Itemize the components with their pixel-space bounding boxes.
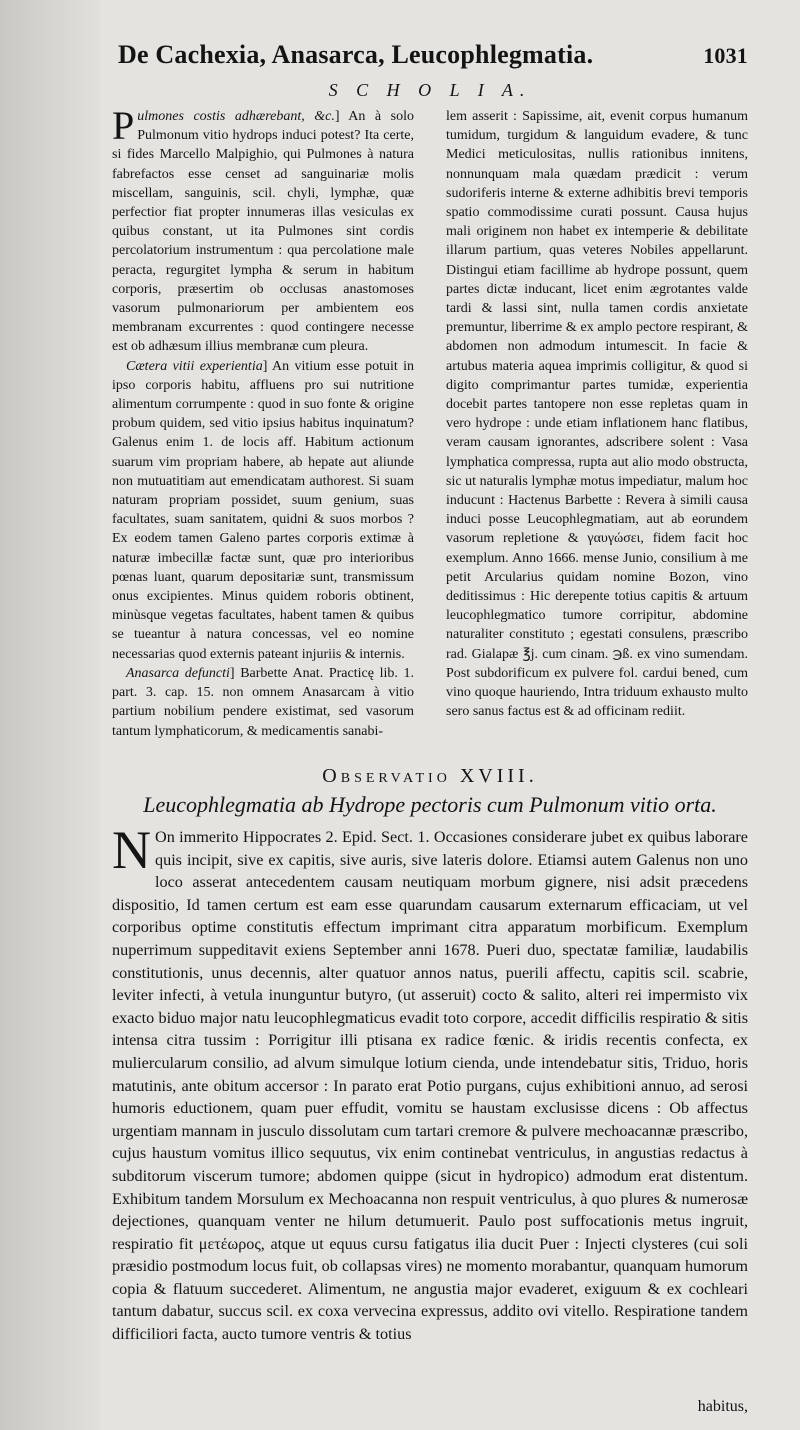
scholia-columns <box>112 107 748 749</box>
observation-subtitle: Leucophlegmatia ab Hydrope pectoris cum Pulmonum vitio orta. <box>143 792 717 817</box>
running-head <box>118 40 748 70</box>
observation-body <box>112 826 748 1346</box>
scholia-paragraph-1 <box>112 107 414 357</box>
scholia-right-text: lem asserit : Sapissime, ait, evenit corpus humanum tumidum, turgidum & languidum evadere, & tunc Medici meticulositas, nullis rationibus innitens, nonnunquam mala quædam prædicit : verum sudoriferis interne & externe adhibitis brevi temporis spatio commodissime curati possunt. Causa hujus mali originem non habet ex intemperie & debilitate illarum partium, quas veteres Nobiles appellarunt. Distingui etiam facillime ab hydrope possunt, quem partes dictæ inducant, licet enim ægrotantes valde tardi & lassi sint, nulla tamen cordis anxietate premuntur, liberrime & ex amplo pectore respirant, & abdomen non admodum intumescit. In facie & artubus materia aquea imprimis colligitur, & quod si digito comprimantur partes tumidæ, experientia docebit partes tantopere non esse repletas quam in vero hydrope : unde etiam inflationem hanc flatibus, veram causam ignorantes, adscribere solent : Vasa lymphatica compressa, rupta aut alio modo obstructa, sic ut naturalis lymphæ motus impediatur, malum hoc inducunt : Hactenus Barbette : Revera à simili causa induci posse Leucophlegmatiam, aut ab eorundem vasorum repletione & γαυγώσει, fidem facit hoc exemplum. Anno 1666. mense Junio, consilium à me petit Arcularius quidam nomine Bozon, vino deditissimus : Hic derepente totius capitis & artuum leucophlegmatico tumore corripitur, abdomine naturaliter constituto ; egestati consulens, præscribo rad. Gialapæ ℥j. cum cinam. ℈ß. ex vino sumendam. Post subdorificum ex pulvere fol. cardui bened, cum vino quoque hauriendo, Intra triduum exhausto multo sero sanus factus est & ad officinam rediit. <box>446 109 748 720</box>
observation-text: On immerito Hippocrates 2. Epid. Sect. 1. Occasiones considerare jubet ex quibus laborare quis incipit, sive ex capitis, sive auris, sive lateris dolore. Etiamsi autem Galenus non uno loco asserat antecedentem causam neutiquam morbum gignere, nisi adsit præcedens dispositio, Id tamen certum est eam esse quarundam causarum externarum efficaciam, ut vel corporibus optime constitutis effectum imprimant citra apparatum morbificum. Exemplum nuperrimum suppeditavit exiens September anni 1678. Pueri duo, spectatæ familiæ, laudabilis constitutionis, unus decennis, alter quatuor annos natus, puerili affectu, capitis scil. scabrie, leviter infecti, à vetula inunguntur butyro, (ut asseruit) cocto & salito, alteri rei impermisto vix exacto biduo major natu leucophlegmaticus evadit toto corpore, accedit difficilis respiratio & sitis intensa citra tussim : Porrigitur illi ptisana ex radice fœnic. & iridis recentis confecta, ex muliercularum consilio, ad alvum simulque lotium cienda, unde intendebatur sitis, Triduo, horis matutinis, ante obitum accersor : In parato erat Potio purgans, cujus exhibitioni annuo, ad serosi humoris eductionem, quam puer effudit, vomitu se haustam exclusisse dicens : Ob affectus urgentiam mannam in jusculo dissolutam cum tartari cremore & pulvere mechoacannæ præscribo, cujus haustum vomitus illico sequutus, vix enim continebat ventriculus, in angustias redactus à subditorum viscerum tumore; abdomen quippe (sicut in hydropico) admodum erat distentum. Exhibitum tandem Morsulum ex Mechoacanna non respuit ventriculus, à quo plures & numerosæ dejectiones, quanquam venter ne hilum detumuerit. Paulo post suffocationis metus ingruit, respiratio fit μετέωρος, atque ut equus cursu fatigatus ilia ducit Puer : Injecti clysteres (cui soli præsidio postmodum locus fuit, ob collapsas vires) ne momento morabantur, quanquam humorum copia & flatuum succederet. Alimentum, ne angustia major evaderet, exiguum & ex cochleari tantum dabatur, succus scil. ex coxa vervecina expressus, addito ovi vitello. Respiratione tandem difficiliori facta, aucto tumore ventris & totius <box>112 828 748 1344</box>
scholia-dropcap: P <box>112 107 135 148</box>
observation-heading: Observatio XVIII. <box>322 765 538 787</box>
catchword: habitus, <box>697 1398 748 1415</box>
lemma-anasarca: Anasarca defuncti <box>126 665 230 681</box>
lemma-pulmones: ulmones costis adhærebant, &c. <box>137 109 335 124</box>
scholia-paragraph-2 <box>112 357 414 664</box>
scholia-paragraph-3-text: ] Barbette Anat. Practicę lib. 1. part. 3. cap. 15. non omnem Anasarcam à vitio partium nobilium pendere existimat, sed vasorum tantum lymphaticorum, & medicamentis sanabi- <box>112 665 414 739</box>
scholia-paragraph-1-text: ] An à solo Pulmonum vitio hydrops induci potest? Ita certe, si fides Marcello Malpighio, qui Pulmones à natura fabrefactos esse censet ad sanguinariæ molis miscellam, sanguinis, scil. chyli, lymphæ, quæ perfectior fiat propter innumeras illas vesiculas ex quibus constant, ut ita Pulmones sint cordis percolatorium instrumentum : qua percolatione male peracta, regurgitet lympha & serum in habitum corporis, præsertim ob occlusas anastomoses vasorum pulmonariorum per ambientem eos membranam excurrentes : quod contingere necesse est ob adhæsum illius membranæ cum pleura. <box>112 109 414 355</box>
page-gutter <box>0 0 100 1430</box>
lemma-caetera: Cætera vitii experientia <box>126 358 263 374</box>
page-number: 1031 <box>703 43 748 68</box>
scholia-paragraph-3 <box>112 664 414 741</box>
scholia-paragraph-2-text: ] An vitium esse potuit in ipso corporis habitu, affluens pro sui nutritione alimentum corrumpente : quod in suo fonte & origine probum quidem, sed vitio ipsius habitus inquinatum? Galenus enim 1. de locis aff. Habitum actionum suarum vim propriam habere, ab hepate aut aliunde non mutuatitiam aut emendicatam authorest. Si suam naturam propriam possidet, suum genium, suas facultates, suam sanitatem, quidni & suos morbos ? Ex eodem tamen Galeno partes corporis extimæ à naturæ imbecillæ factæ sunt, quæ pro interioribus pœnas luant, quarum depositariæ sunt, transmissum onus excipientes. Minus quidem roboris obtinent, minùsque vegetas facultates, habent tamen & quibus se tueantur à natura concessas, vel eo nomine necessarias quod externis pateant injuriis & internis. <box>112 358 414 662</box>
scholia-title: S C H O L I A. <box>328 80 532 100</box>
observation-dropcap: N <box>112 826 151 880</box>
scholia-right-column <box>446 107 748 749</box>
scholia-left-column <box>112 107 414 749</box>
running-title: De Cachexia, Anasarca, Leucophlegmatia. <box>118 40 594 69</box>
